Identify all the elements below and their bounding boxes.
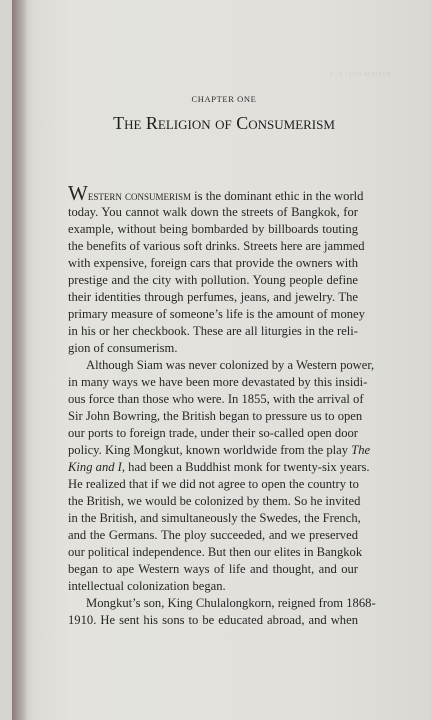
- italic-title: The: [351, 443, 371, 457]
- chapter-title: The Religion of Consumerism: [113, 113, 335, 133]
- text-line: our ports to foreign trade, under their so-called open door: [68, 426, 358, 440]
- text-line: [68, 181, 364, 205]
- show-through-text: 1 | 6 | 1993 MATTER: [330, 72, 392, 78]
- small-caps-lead: estern consumerism: [87, 189, 191, 203]
- text-line: Although Siam was never colonized by a Western power,: [86, 358, 375, 372]
- text-line: in the British, and simultaneously the Swedes, the French,: [68, 511, 361, 525]
- text-line: 1910. He sent his sons to be educated abroad, and when: [68, 613, 358, 627]
- text-line: our political independence. But then our elites in Bangkok: [68, 545, 363, 559]
- text-line: prestige and the city with pollution. Young people define: [68, 273, 358, 287]
- line-text: policy. King Mongkut, known worldwide from the play: [68, 443, 352, 457]
- text-line: with expensive, foreign cars that provide the owners with: [68, 256, 358, 270]
- text-line: example, without being bombarded by billboards touting: [68, 222, 358, 236]
- text-line: in many ways we have been more devastated by this insidi-: [68, 375, 368, 389]
- chapter-label: CHAPTER ONE: [191, 94, 257, 104]
- text-line: primary measure of someone’s life is the amount of money: [68, 307, 365, 321]
- text-line: ous force than those who were. In 1855, with the arrival of: [68, 392, 364, 406]
- text-line: the benefits of various soft drinks. Streets here are jammed: [68, 239, 365, 253]
- text-line: He realized that if we did not agree to open the country to: [68, 477, 359, 491]
- line-text: had been a Buddhist monk for twenty-six years.: [125, 460, 370, 474]
- text-line: and the Germans. The ploy succeeded, and we preserved: [68, 528, 358, 542]
- text-line: [68, 442, 371, 459]
- text-line: [68, 459, 370, 476]
- text-line: the British, we would be colonized by them. So he invited: [68, 494, 361, 508]
- text-line: their identities through perfumes, jeans, and jewelry. The: [68, 290, 358, 304]
- text-line: in his or her checkbook. These are all liturgies in the reli-: [68, 324, 358, 338]
- text-line: gion of consumerism.: [68, 341, 178, 355]
- text-line: today. You cannot walk down the streets of Bangkok, for: [68, 205, 358, 219]
- drop-cap: W: [68, 181, 88, 205]
- text-line: Sir John Bowring, the British began to pressure us to open: [68, 409, 363, 423]
- body-text: [68, 181, 376, 629]
- text-line: Mongkut’s son, King Chulalongkorn, reigned from 1868-: [86, 596, 376, 610]
- spine-shadow: [12, 0, 28, 720]
- text-line: began to ape Western ways of life and thought, and our: [68, 562, 358, 576]
- text-line: intellectual colonization began.: [68, 579, 226, 593]
- line-text: is the dominant ethic in the world: [191, 189, 364, 203]
- italic-title: King and I,: [68, 460, 126, 474]
